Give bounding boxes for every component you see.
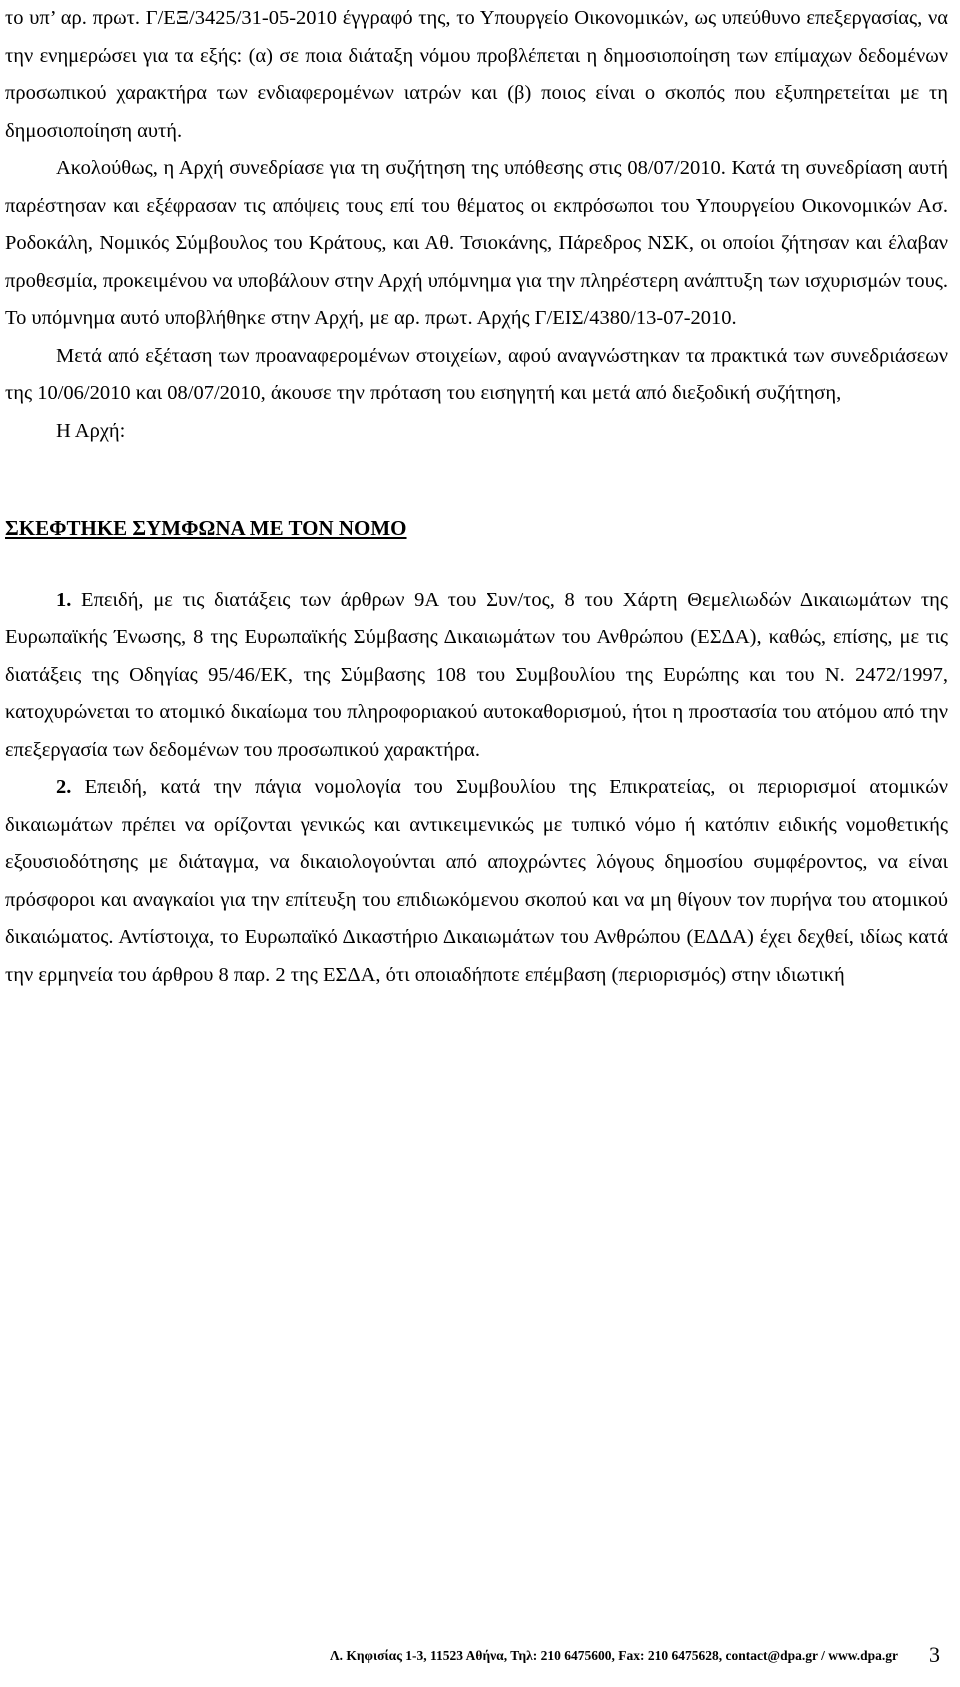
authority-label: Η Αρχή:	[56, 419, 126, 442]
document-body	[5, 0, 948, 994]
paragraph-1	[5, 582, 948, 770]
paragraph-1-text: Επειδή, με τις διατάξεις των άρθρων 9Α του Συν/τος, 8 του Χάρτη Θεμελιωδών Δικαιωμάτων της Ευρωπαϊκής Ένωσης, 8 της Ευρωπαϊκής Σύμβασης Δικαιωμάτων του Ανθρώπου (ΕΣΔΑ), καθώς, επίσης, με τις διατάξεις της Οδηγίας 95/46/ΕΚ, της Σύμβασης 108 του Συμβουλίου της Ευρώπης και του Ν. 2472/1997, κατοχυρώνεται το ατομικό δικαίωμα του πληροφοριακού αυτοκαθορισμού, ήτοι η προστασία του ατόμου από την επεξεργασία των δεδομένων του προσωπικού χαρακτήρα.	[5, 588, 948, 761]
paragraph-2-number: 2.	[56, 776, 72, 798]
paragraph-after-examination: Μετά από εξέταση των προαναφερομένων στοιχείων, αφού αναγνώστηκαν τα πρακτικά των συνεδριάσεων της 10/06/2010 και 08/07/2010, άκουσε την πρόταση του εισηγητή και μετά από διεξοδική συζήτηση,	[5, 344, 948, 404]
paragraph-2	[5, 769, 948, 994]
section-heading: ΣΚΕΦΤΗΚΕ ΣΥΜΦΩΝΑ ΜΕ ΤΟΝ ΝΟΜΟ	[5, 516, 407, 540]
paragraph-continuation: το υπ’ αρ. πρωτ. Γ/ΕΞ/3425/31-05-2010 έγγραφό της, το Υπουργείο Οικονομικών, ως υπεύθυνο επεξεργασίας, να την ενημερώσει για τα εξής: (α) σε ποια διάταξη νόμου προβλέπεται η δημοσιοποίηση των επίμαχων δεδομένων προσωπικού χαρακτήρα των ενδιαφερομένων ιατρών και (β) ποιος είναι ο σκοπός που εξυπηρετείται με τη δημοσιοποίηση αυτή.	[5, 7, 948, 142]
spacer	[5, 548, 948, 582]
footer-address: Λ. Κηφισίας 1-3, 11523 Αθήνα, Τηλ: 210 6475600, Fax: 210 6475628, contact@dpa.gr / www.dpa.gr	[329, 1648, 898, 1663]
spacer	[5, 450, 948, 510]
paragraph-session: Ακολούθως, η Αρχή συνεδρίασε για τη συζήτηση της υπόθεσης στις 08/07/2010. Κατά τη συνεδρίαση αυτή παρέστησαν και εξέφρασαν τις απόψεις τους επί του θέματος οι εκπρόσωποι του Υπουργείου Οικονομικών Ασ. Ροδοκάλη, Νομικός Σύμβουλος του Κράτους, και Αθ. Τσιοκάνης, Πάρεδρος ΝΣΚ, οι οποίοι ζήτησαν και έλαβαν προθεσμία, προκειμένου να υποβάλουν στην Αρχή υπόμνημα για την πληρέστερη ανάπτυξη των ισχυρισμών τους. Το υπόμνημα αυτό υποβλήθηκε στην Αρχή, με αρ. πρωτ. Αρχής Γ/ΕΙΣ/4380/13-07-2010.	[5, 157, 948, 329]
paragraph-1-number: 1.	[56, 588, 72, 611]
paragraph-2-text: Επειδή, κατά την πάγια νομολογία του Συμβουλίου της Επικρατείας, οι περιορισμοί ατομικών δικαιωμάτων πρέπει να ορίζονται γενικώς και αντικειμενικώς με τυπικό νόμο ή κατόπιν ειδικής νομοθετικής εξουσιοδότησης με διάταγμα, να δικαιολογούνται από αποχρώντες λόγους δημοσίου συμφέροντος, να είναι πρόσφοροι και αναγκαίοι για την επίτευξη του επιδιωκόμενου σκοπού και να μη θίγουν τον πυρήνα του ατομικού δικαιώματος. Αντίστοιχα, το Ευρωπαϊκό Δικαστήριο Δικαιωμάτων του Ανθρώπου (ΕΔΔΑ) έχει δεχθεί, ιδίως κατά την ερμηνεία του άρθρου 8 παρ. 2 της ΕΣΔΑ, ότι οποιαδήποτε επέμβαση (περιορισμός) στην ιδιωτική	[5, 776, 948, 986]
page-number: 3	[929, 1642, 940, 1667]
